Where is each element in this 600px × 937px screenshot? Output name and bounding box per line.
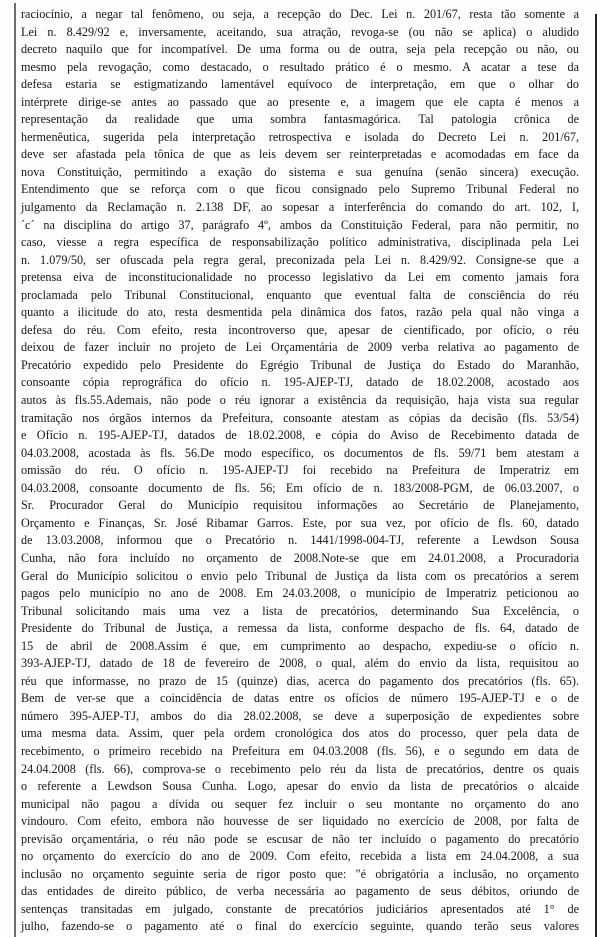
text-line: hermenêutica, sugerida pela interpretação retrospectiva e isolada do Decreto Lei n. 201/67,	[21, 129, 579, 144]
text-line: pretensa eiva de inconstitucionalidade no processo legislativo da Lei em comento jamais fora	[21, 270, 579, 285]
text-line: das entidades de direito público, de verba necessária ao pagamento de seus débitos, oriundo de	[21, 884, 579, 899]
page-right-edge-line	[595, 14, 597, 937]
text-line: Bem de ver-se que a coincidência de datas entre os ofícios de número 195-AJEP-TJ e o de	[21, 691, 579, 706]
text-line: ´c´ na disciplina do artigo 37, parágrafo 4º, ambos da Constituição Federal, para não permitir, no	[21, 217, 579, 232]
text-line: nova Constituição, permitindo a exação do sistema e sua genuína (senão sincera) execução.	[21, 164, 579, 179]
text-line: mesmo pela revogação, como destacado, o resultado prático é o mesmo. A acatar a tese da	[21, 59, 579, 74]
text-line: no orçamento do exercício do ano de 2009. Com efeito, recebida a lista em 24.04.2008, a sua	[21, 849, 579, 864]
text-line: caso, viesse a regra específica de responsabilização político administrativa, disciplinada pela Lei	[21, 235, 579, 250]
page-left-edge-line	[14, 3, 16, 937]
text-line: tramitação nos órgãos internos da Prefeitura, consoante atestam as cópias da decisão (fls. 53/54)	[21, 410, 579, 425]
text-line: autos às fls.55.Ademais, não pode o réu ignorar a existência da requisição, haja vista sua regular	[21, 393, 579, 408]
text-line: Precatório expedido pelo Presidente do Egrégio Tribunal de Justiça do Estado do Maranhão,	[21, 357, 579, 372]
text-line: número 395-AJEP-TJ, ambos do dia 28.02.2008, se deve a superposição de expedientes sobre	[21, 708, 579, 723]
text-line: 393-AJEP-TJ, datado de 18 de fevereiro de 2008, o qual, além do envio da lista, requisitou ao	[21, 656, 579, 671]
text-line: quanto a ilicitude do ato, resta desmentida pela dinâmica dos fatos, razão pela qual não vinga a	[21, 305, 579, 320]
text-line: n. 1.079/50, ser ofuscada pela regra geral, preconizada pela Lei n. 8.429/92. Consigne-se que a	[21, 252, 579, 267]
text-line: e Ofício n. 195-AJEP-TJ, datados de 18.02.2008, e cópia do Aviso de Recebimento datada de	[21, 428, 579, 443]
text-line: omissão do réu. O ofício n. 195-AJEP-TJ foi recebido na Prefeitura de Imperatriz em	[21, 463, 579, 478]
text-line: Orçamento e Finanças, Sr. José Ribamar Garros. Este, por sua vez, por ofício de fls. 60, datado	[21, 515, 579, 530]
text-line: decreto naquilo que for incompatível. De uma forma ou de outra, seja pela recepção ou não, ou	[21, 42, 579, 57]
text-line: previsão orçamentária, o réu não pode se escusar de não ter incluído o pagamento do precatório	[21, 831, 579, 846]
text-line: Geral do Município solicitou o envio pelo Tribunal de Justiça da lista com os precatórios a serem	[21, 568, 579, 583]
document-text-block	[21, 6, 579, 936]
text-line: defesa do réu. Com efeito, resta incontroverso que, apesar de cientificado, por ofício, o réu	[21, 322, 579, 337]
text-line: intérprete dirige-se antes ao passado que ao presente e, a imagem que ele capta é menos a	[21, 94, 579, 109]
text-line: julgamento da Reclamação n. 2.138 DF, ao sopesar a interferência do comando do art. 102, I,	[21, 200, 579, 215]
text-line: uma mesma data. Assim, quer pela ordem cronológica dos atos do processo, quer pela data de	[21, 726, 579, 741]
text-line: Lei n. 8.429/92 e, inversamente, aceitando, sua atração, revoga-se (ou não se aplica) o aludido	[21, 24, 579, 39]
text-line: consoante cópia reprográfica do ofício n. 195-AJEP-TJ, datado de 18.02.2008, acostado aos	[21, 375, 579, 390]
text-line: pagos pelo município no ano de 2008. Em 24.03.2008, o município de Imperatriz peticionou ao	[21, 586, 579, 601]
text-line: proclamada pelo Tribunal Constitucional, enquanto que eventual falta de consciência do réu	[21, 287, 579, 302]
text-line: vindouro. Com efeito, embora não houvesse de ser liquidado no exercício de 2008, por falta de	[21, 814, 579, 829]
text-line: municipal não pagou a dívida ou sequer fez incluir o seu montante no orçamento do ano	[21, 796, 579, 811]
text-line: Presidente do Tribunal de Justiça, a remessa da lista, conforme despacho de fls. 64, datado de	[21, 621, 579, 636]
text-line: de 13.03.2008, informou que o Precatório n. 1441/1998-004-TJ, referente a Lewdson Sousa	[21, 533, 579, 548]
text-line: Entendimento que se reforça com o que ficou consignado pelo Supremo Tribunal Federal no	[21, 182, 579, 197]
text-line: 15 de abril de 2008.Assim é que, em cumprimento ao despacho, expediu-se o ofício n.	[21, 638, 579, 653]
text-line: o referente a Lewdson Sousa Cunha. Logo, apesar do envio da lista de precatórios o alcaide	[21, 779, 579, 794]
text-line: sentenças transitadas em julgado, constante de precatórios judiciários apresentados até 1° de	[21, 901, 579, 916]
text-line: raciocínio, a negar tal fenômeno, ou seja, a recepção do Dec. Lei n. 201/67, resta tão somente a	[21, 7, 579, 21]
text-line: 04.03.2008, acostada às fls. 56.De modo específico, os documentos de fls. 59/71 bem atestam a	[21, 445, 579, 460]
text-line: representação da realidade que uma sombra fantasmagórica. Tal patologia crônica de	[21, 112, 579, 127]
text-line: Cunha, não fora incluído no orçamento de 2008.Note-se que em 24.01.2008, a Procuradoria	[21, 550, 579, 565]
text-line: 24.04.2008 (fls. 66), comprova-se o recebimento pelo réu da lista de precatórios, dentre os quais	[21, 761, 579, 776]
text-line: Sr. Procurador Geral do Município requisitou informações ao Secretário de Planejamento,	[21, 498, 579, 513]
text-line: Tribunal solicitando mais uma vez a lista de precatórios, determinando Sua Excelência, o	[21, 603, 579, 618]
text-line: defesa estaria se estigmatizando lamentável equívoco de interpretação, em que o olhar do	[21, 77, 579, 92]
text-line: réu que informasse, no prazo de 15 (quinze) dias, acerca do pagamento dos precatórios (fls. 65).	[21, 673, 579, 688]
text-line: deve ser afastada pela tônica de que as leis devem ser reinterpretadas e acomodadas em face da	[21, 147, 579, 162]
text-line: julho, fazendo-se o pagamento até o final do exercício seguinte, quando terão seus valores	[21, 919, 579, 934]
text-line: inclusão no orçamento seguinte seria de rigor posto que: "é obrigatória a inclusão, no orçamento	[21, 866, 579, 881]
text-line: deixou de fazer incluir no projeto de Lei Orçamentária de 2009 verba relativa ao pagamento de	[21, 340, 579, 355]
text-line: recebimento, o primeiro recebido na Prefeitura em 04.03.2008 (fls. 56), e o segundo em data de	[21, 743, 579, 758]
text-line: 04.03.2008, consoante documento de fls. 56; Em ofício de n. 183/2008-PGM, de 06.03.2007, o	[21, 480, 579, 495]
